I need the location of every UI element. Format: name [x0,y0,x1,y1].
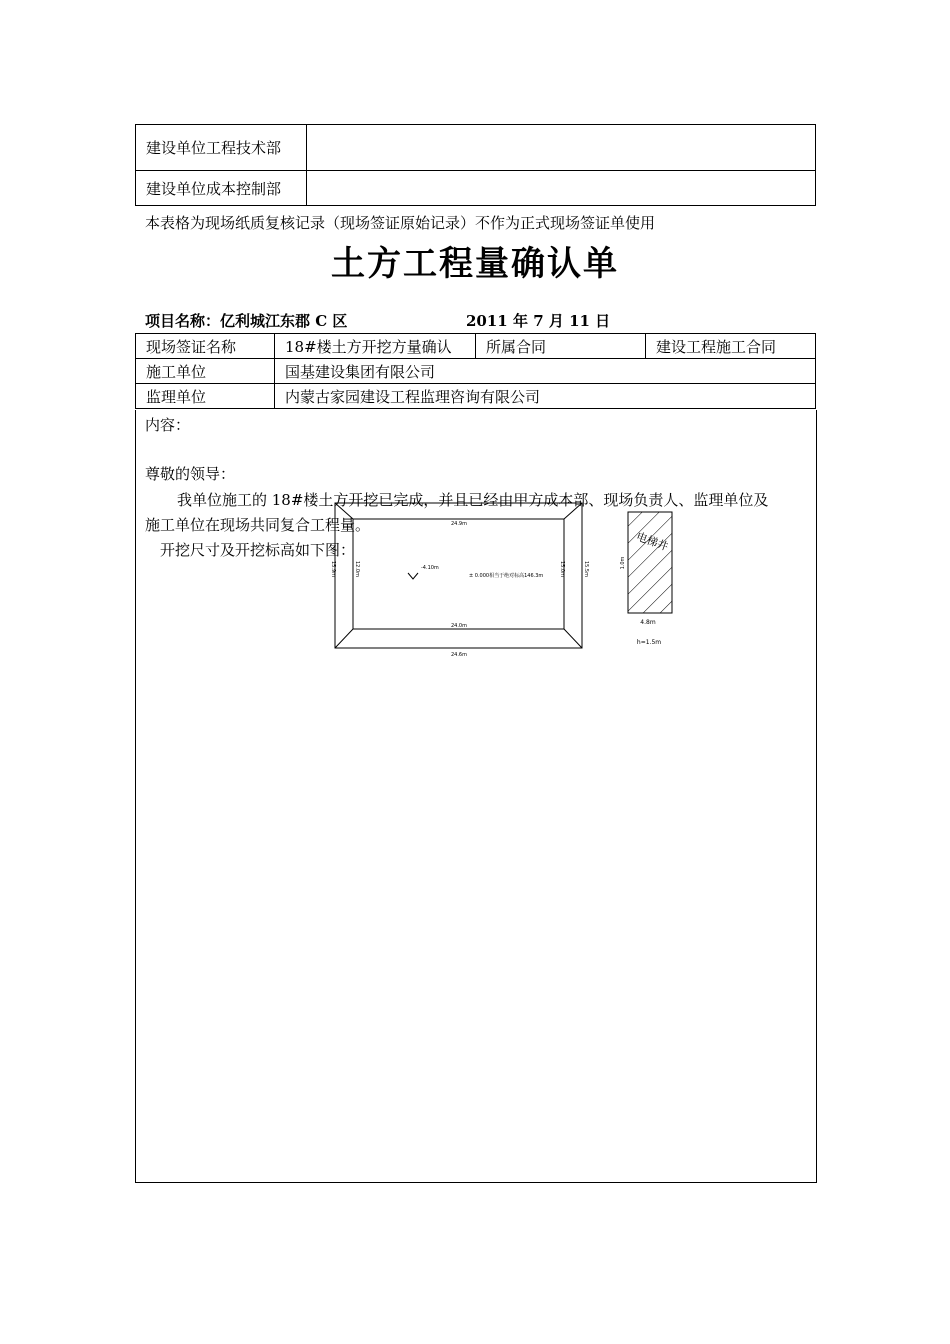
pit-label: 电梯井 [634,529,670,554]
cost-dept-signature-field[interactable] [307,171,816,206]
visa-row [136,334,816,359]
document-title: 土方工程量确认单 [331,244,619,284]
slope-line-ne [564,503,582,519]
content-line-2: 施工单位在现场共同复合工程量。 [145,516,371,534]
level-marker [408,573,418,579]
approval-row-tech [136,125,816,171]
visa-name-value: 18#楼土方开挖方量确认 [275,334,476,359]
content-label: 内容： [145,416,191,434]
top-dimension: 24.9m [450,521,468,527]
left-outer-dimension: 15.9m [330,560,336,578]
slope-line-se [564,629,582,648]
supervisor-value: 内蒙古家园建设工程监理咨询有限公司 [275,384,816,409]
outer-bottom-dimension: 24.6m [450,652,468,658]
approval-table [135,124,816,206]
pit-depth-label: h=1.5m [636,639,662,646]
tech-dept-label: 建设单位工程技术部 [136,125,307,171]
pit-height-dimension: 4.8m [640,619,656,626]
contractor-row [136,359,816,384]
contract-value: 建设工程施工合同 [646,334,816,359]
hatched-pit [628,512,672,613]
left-inner-dimension: 12.0m [354,560,360,578]
project-name: 项目名称：亿利城江东郡 C 区 [145,312,348,330]
contractor-value: 国基建设集团有限公司 [275,359,816,384]
slope-line-sw [335,629,353,648]
pit-section-drawing [615,505,685,650]
supervisor-label: 监理单位 [136,384,275,409]
greeting: 尊敬的领导： [145,465,236,483]
slope-line-nw [335,503,353,519]
right-outer-dimension: 15.5m [583,560,589,578]
visa-name-label: 现场签证名称 [136,334,275,359]
right-inner-dimension: 15.0m [559,560,565,578]
contractor-label: 施工单位 [136,359,275,384]
supervisor-row [136,384,816,409]
visa-form-table [135,333,816,409]
form-note: 本表格为现场纸质复核记录（现场签证原始记录）不作为正式现场签证单使用 [145,214,656,232]
level-label: -4.10m [421,565,439,571]
form-date: 2011 年 7 月 11 日 [466,312,611,330]
pit-width-dimension: 1.0m [620,556,626,570]
cost-dept-label: 建设单位成本控制部 [136,171,307,206]
elevation-note: ± 0.000相当于绝对标高146.3m [469,573,544,579]
approval-row-cost [136,171,816,206]
tech-dept-signature-field[interactable] [307,125,816,171]
inner-bottom-dimension: 24.0m [450,623,468,629]
excavation-plan-drawing [325,495,595,660]
content-line-3: 开挖尺寸及开挖标高如下图： [160,541,356,559]
contract-label: 所属合同 [476,334,646,359]
content-line-1: 我单位施工的 18#楼土方开挖已完成，并且已经由甲方成本部、现场负责人、监理单位及 [177,491,769,509]
